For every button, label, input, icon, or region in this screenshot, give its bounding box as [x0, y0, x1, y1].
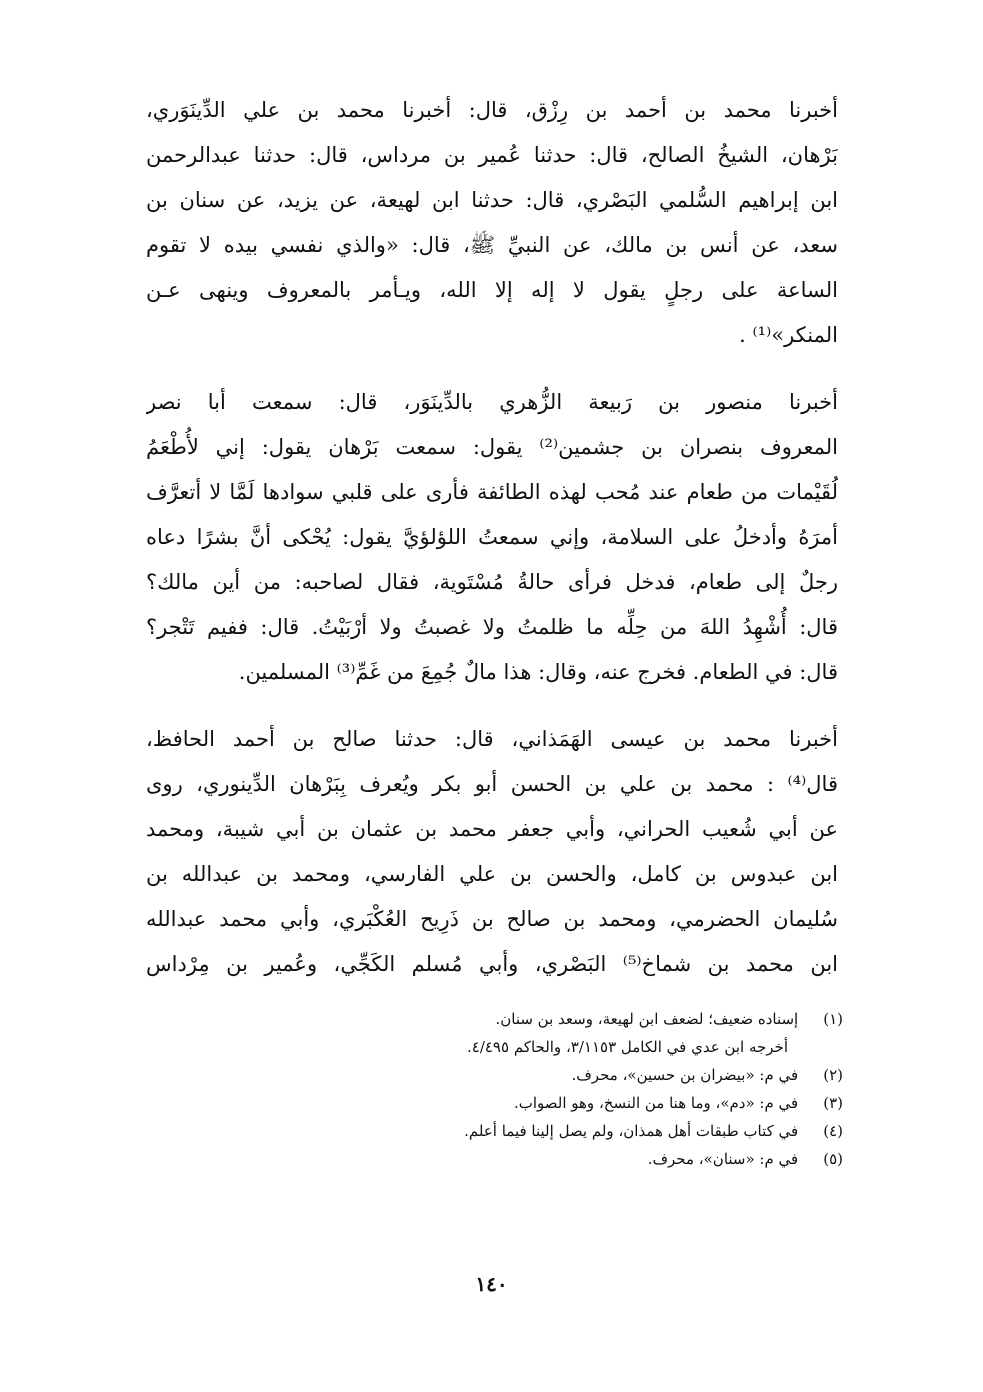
footnote-number: (٥): [823, 1150, 843, 1168]
paragraph-gap: [146, 358, 838, 380]
footnote-number: (٢): [823, 1066, 843, 1084]
footnote-1-continuation: [143, 1035, 843, 1059]
text-line: المعروف بنصران بن جشمين⁽²⁾ يقول: سمعت بَرْهان يقول: إني لأُطْعَمُ: [146, 435, 838, 459]
text-line: ابن محمد بن شماخ⁽⁵⁾ البَصْري، وأبي مُسلم الكَجِّي، وعُمير بن مِرْداس: [146, 952, 838, 976]
text-line: الساعة على رجلٍ يقول لا إله إلا الله، ويـأمر بالمعروف وينهى عـن: [146, 278, 838, 302]
text-line: قال⁽⁴⁾ : محمد بن علي بن الحسن أبو بكر ويُعرف بِبَرْهان الدِّينوري، روى: [146, 772, 838, 796]
footnotes: [143, 1007, 843, 1175]
text-line: رجلٌ إلى طعام، فدخل فرأى حالةُ مُسْتَوية، فقال لصاحبه: من أين مالك؟: [146, 570, 838, 594]
text-line: ابن إبراهيم السُّلمي البَصْري، قال: حدثنا ابن لهيعة، عن يزيد، عن سنان بن: [146, 188, 838, 212]
footnote-1: [143, 1007, 843, 1031]
text-line: قال: في الطعام. فخرج عنه، وقال: هذا مالٌ جُمِعَ من غَمِّ⁽³⁾ المسلمين.: [238, 660, 838, 684]
footnote-number: (١): [823, 1010, 843, 1028]
paragraph-3: [146, 717, 838, 987]
text-line: أخبرنا محمد بن أحمد بن رِزْق، قال: أخبرنا محمد بن علي الدِّينَوَري،: [146, 98, 838, 122]
page-number: ١٤٠: [475, 1272, 508, 1296]
text-line: أمرَهُ وأدخلُ على السلامة، وإني سمعتُ اللؤلؤيَّ يقول: يُحْكى أنَّ بشرًا دعاه: [146, 525, 838, 549]
text-line: ابن عبدوس بن كامل، والحسن بن علي الفارسي، ومحمد بن عبدالله بن: [146, 862, 838, 886]
footnote-number: (٤): [823, 1122, 843, 1140]
footnote-4: [143, 1119, 843, 1143]
text-line: أخبرنا منصور بن رَبيعة الزُّهري بالدِّينَوَر، قال: سمعت أبا نصر: [146, 390, 838, 414]
text-line: بَرْهان، الشيخُ الصالح، قال: حدثنا عُمير بن مرداس، قال: حدثنا عبدالرحمن: [146, 143, 838, 167]
text-line: عن أبي شُعيب الحراني، وأبي جعفر محمد بن عثمان بن أبي شيبة، ومحمد: [146, 817, 838, 841]
footnote-2: [143, 1063, 843, 1087]
text-line: سعد، عن أنس بن مالك، عن النبيِّ ﷺ، قال: «والذي نفسي بيده لا تقوم: [146, 233, 838, 257]
paragraph-gap: [146, 695, 838, 717]
text-line: سُليمان الحضرمي، ومحمد بن صالح بن ذَرِيح العُكْبَري، وأبي محمد عبدالله: [146, 907, 838, 931]
main-text: [146, 88, 838, 987]
footnote-text: في م: «سنان»، محرف.: [647, 1150, 799, 1168]
footnote-5: [143, 1147, 843, 1171]
footnote-number: (٣): [823, 1094, 843, 1112]
footnote-text: في م: «دم»، وما هنا من النسخ، وهو الصواب.: [513, 1094, 799, 1112]
paragraph-2: [146, 380, 838, 695]
footnote-text: إسناده ضعيف؛ لضعف ابن لهيعة، وسعد بن سنان.: [495, 1010, 799, 1028]
text-line: لُقَيْمات من طعام عند مُحب لهذه الطائفة فأرى على قلبي سوادها لَمَّا لا أتعرَّف: [146, 480, 838, 504]
text-line: أخبرنا محمد بن عيسى الهَمَذاني، قال: حدثنا صالح بن أحمد الحافظ،: [146, 727, 838, 751]
paragraph-1: [146, 88, 838, 358]
text-line: المنكر»⁽¹⁾ .: [739, 323, 838, 347]
footnote-3: [143, 1091, 843, 1115]
footnote-text: أخرجه ابن عدي في الكامل ٣/١١٥٣، والحاكم ٤/٤٩٥.: [466, 1038, 788, 1056]
footnote-text: في م: «بيضران بن حسين»، محرف.: [571, 1066, 799, 1084]
footnote-text: في كتاب طبقات أهل همذان، ولم يصل إلينا فيما أعلم.: [464, 1122, 799, 1140]
text-line: قال: أُشْهِدُ اللهَ من حِلِّه ما ظلمتُ ولا غصبتُ ولا أرْبَيْتُ. قال: ففيم تَتْجر؟: [146, 615, 838, 639]
